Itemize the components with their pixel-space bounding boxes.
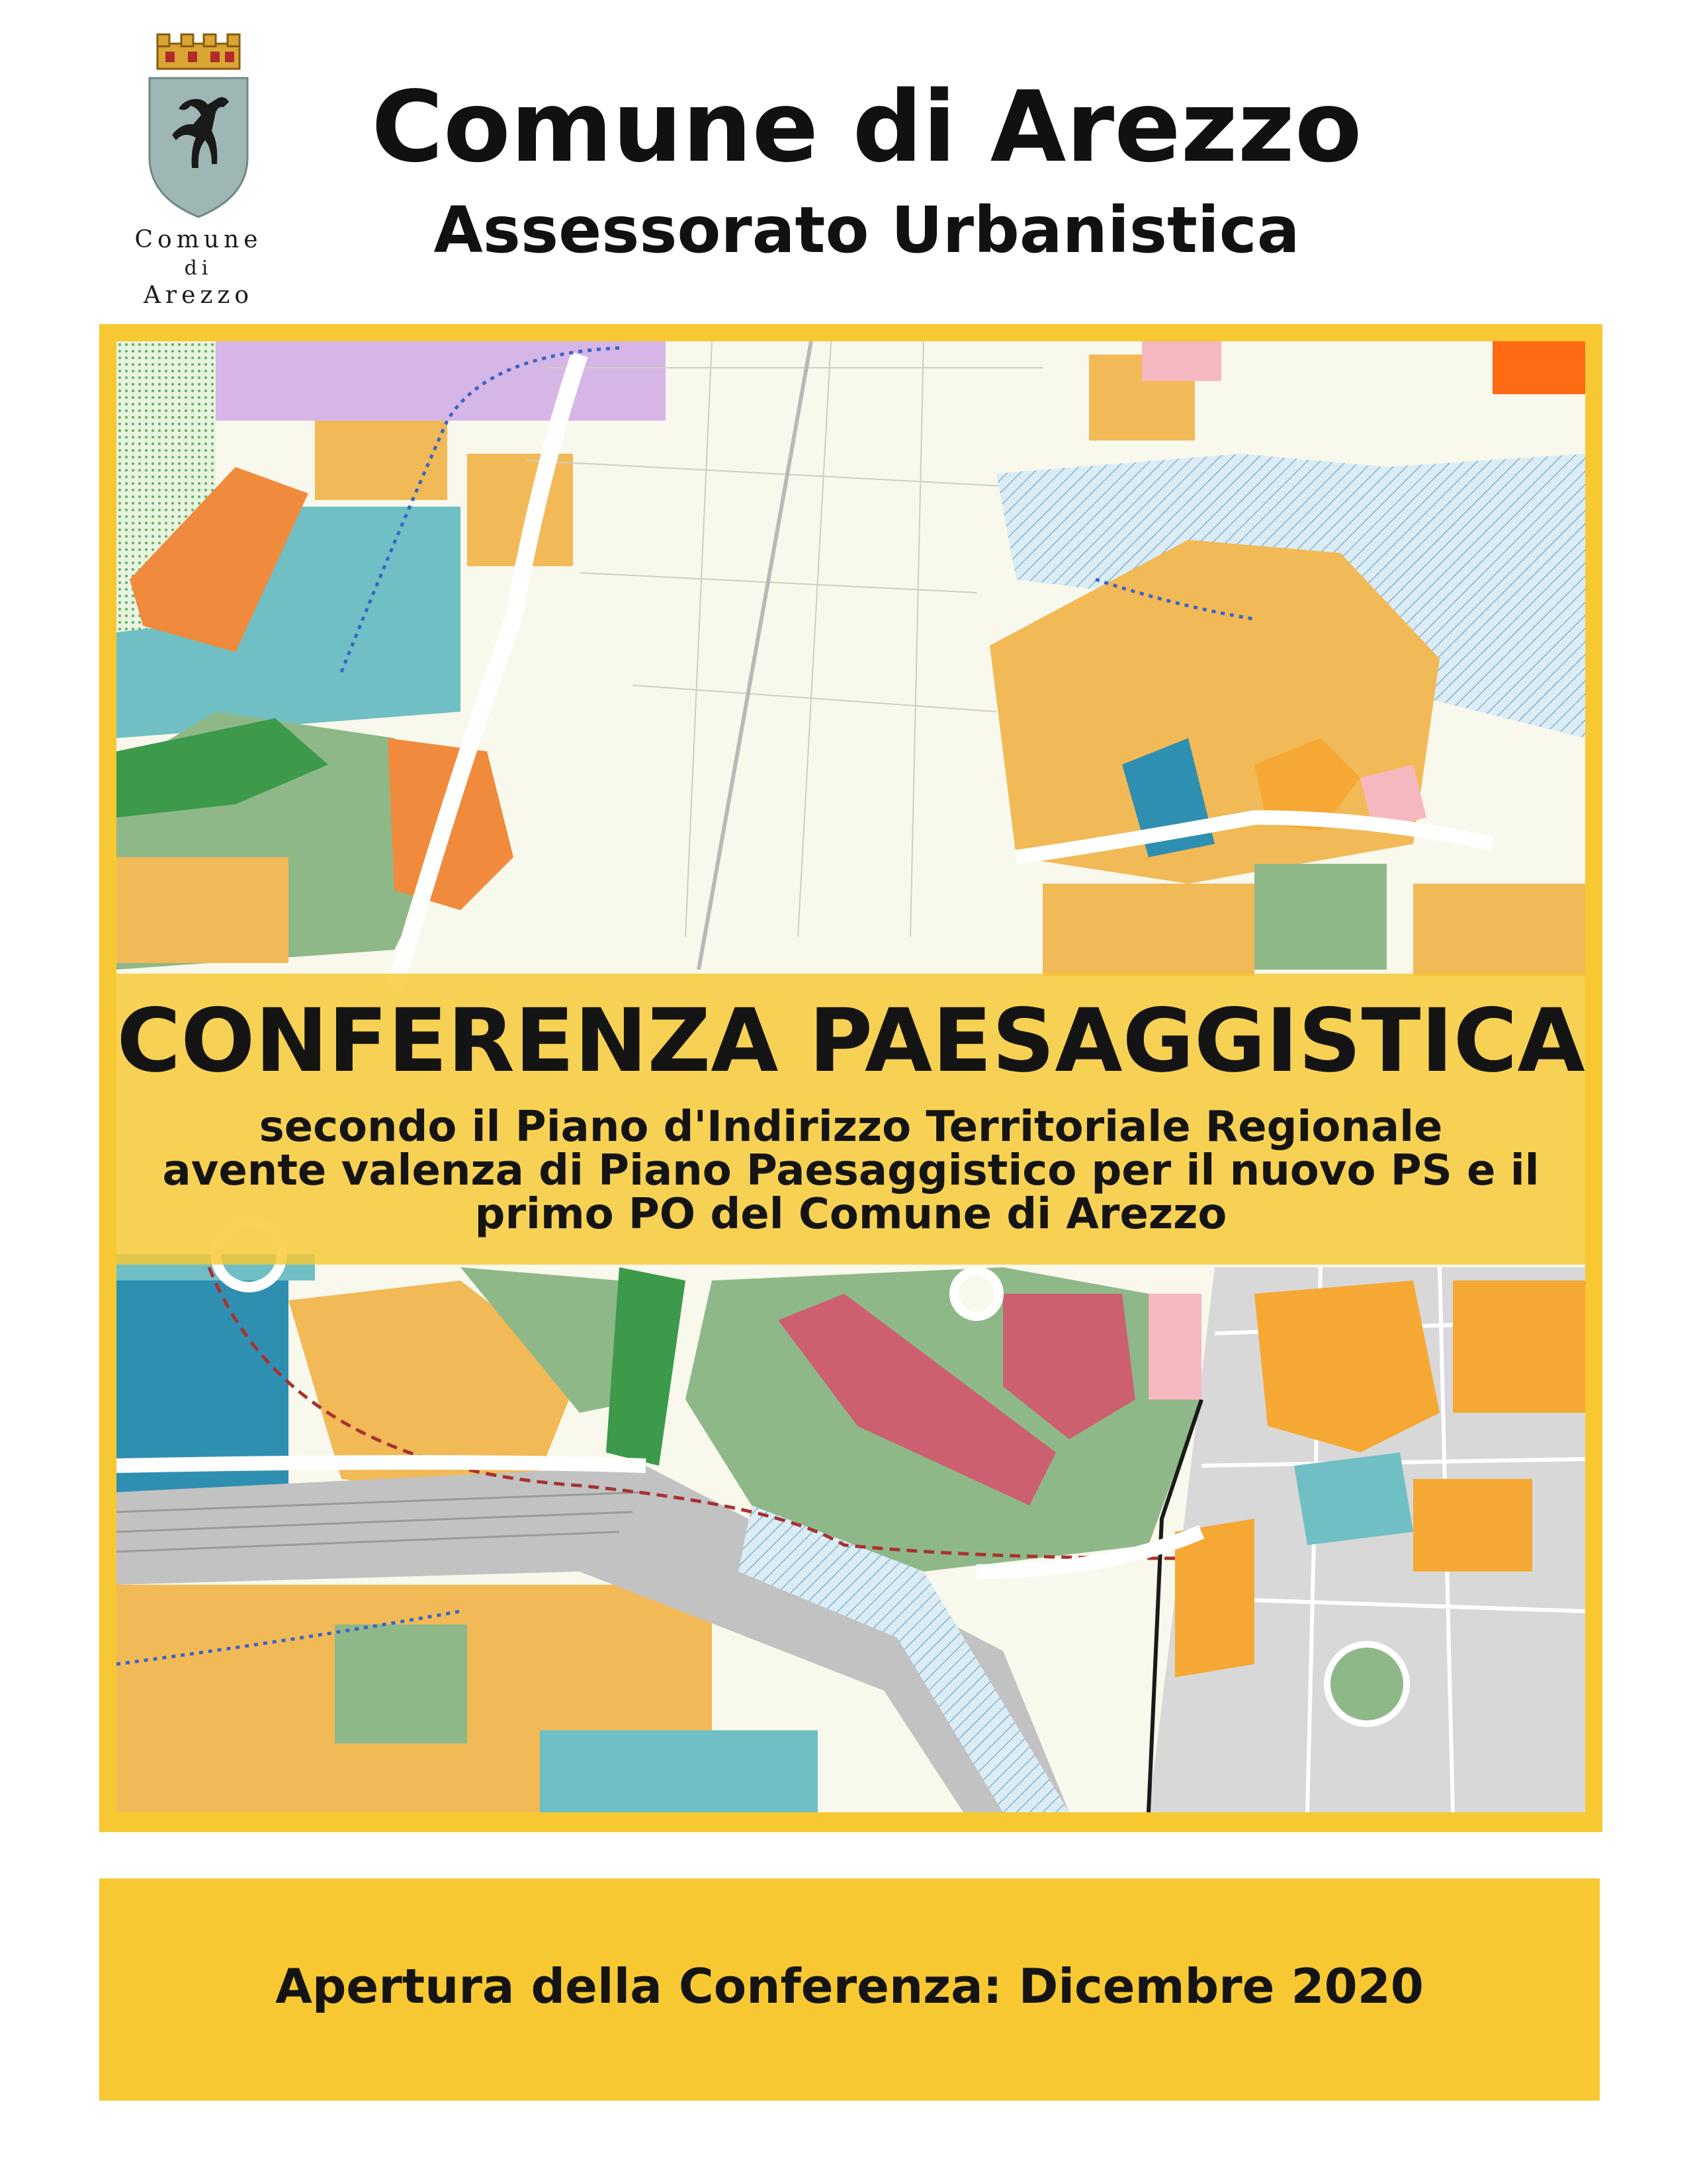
conference-subtitle-line: secondo il Piano d'Indirizzo Territoriale Regionale: [259, 1103, 1443, 1152]
crest-shield-icon: [119, 32, 278, 224]
map-zone: [1413, 884, 1585, 976]
map-zone: [1254, 1281, 1440, 1452]
crest-text-line: di: [184, 257, 213, 280]
map-zone: [1043, 884, 1254, 976]
map-zone: [116, 857, 288, 963]
crest-text-line: Comune: [134, 226, 263, 253]
department-title: Assessorato Urbanistica: [433, 193, 1300, 267]
map-zone: [1413, 1479, 1532, 1572]
map-zone: [216, 341, 666, 421]
map-zone: [1453, 1281, 1585, 1413]
map-zone: [1254, 864, 1387, 970]
map-zone: [954, 1271, 999, 1316]
map-zone: [1493, 341, 1585, 394]
title-banner: [116, 974, 1585, 1265]
municipal-crest: [119, 32, 278, 310]
event-date-text: Apertura della Conferenza: Dicembre 2020: [275, 1958, 1424, 2014]
map-frame: [99, 324, 1602, 1832]
map-zone: [540, 1730, 818, 1812]
conference-subtitle-line: avente valenza di Piano Paesaggistico per il nuovo PS e il: [162, 1146, 1540, 1195]
municipality-title: Comune di Arezzo: [371, 70, 1362, 184]
map-zone: [315, 421, 447, 500]
map-zone: [1327, 1644, 1407, 1724]
map-zone: [335, 1624, 467, 1743]
crest-text-line: Arezzo: [143, 282, 254, 309]
conference-title: CONFERENZA PAESAGGISTICA: [116, 990, 1585, 1092]
map-zone: [1149, 1294, 1201, 1400]
urban-plan-map: [116, 341, 1585, 1812]
map-zone: [1142, 341, 1221, 381]
event-banner: [99, 1878, 1600, 2101]
map-zone: [1294, 1452, 1413, 1545]
conference-subtitle-line: primo PO del Comune di Arezzo: [474, 1190, 1227, 1239]
